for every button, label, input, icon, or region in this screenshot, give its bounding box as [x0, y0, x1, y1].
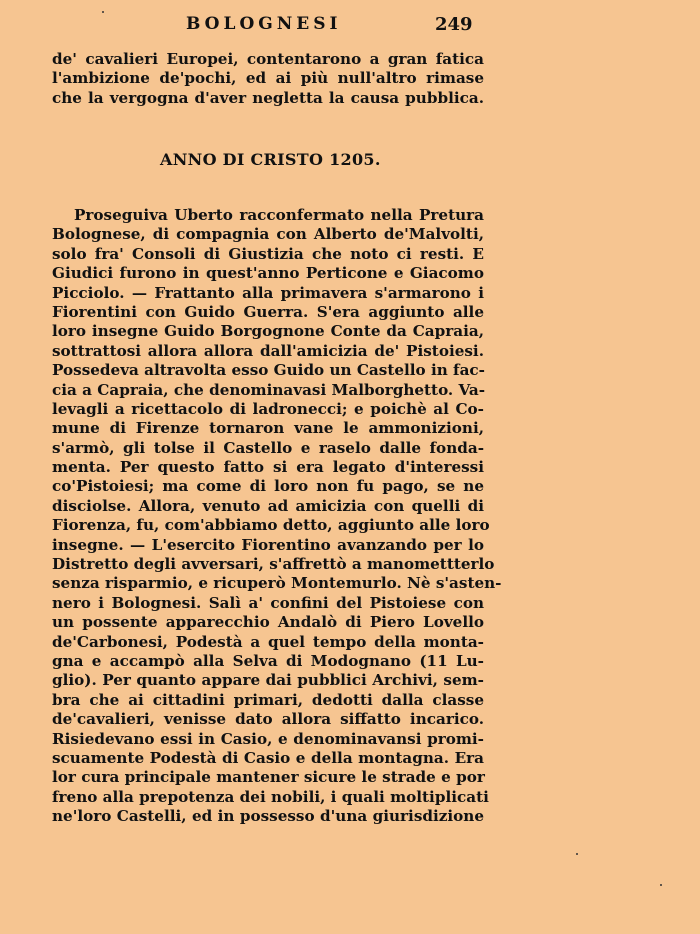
- text-line: menta. Per questo fatto si era legato d'interessi: [52, 458, 484, 477]
- running-head: [0, 14, 700, 40]
- text-line: de' cavalieri Europei, contentarono a gran fatica: [52, 50, 484, 68]
- text-line: Picciolo. — Frattanto alla primavera s'armarono i: [52, 283, 484, 302]
- ink-speck: [576, 853, 578, 855]
- text-line: Fiorentini con Guido Guerra. S'era aggiunto alle: [52, 302, 484, 321]
- text-line: Fiorenza, fu, com'abbiamo detto, aggiunto alle loro: [52, 516, 490, 535]
- page-number: 249: [435, 14, 473, 35]
- text-line: Possedeva altravolta esso Guido un Castello in fac-: [52, 361, 485, 380]
- running-title: BOLOGNESI: [186, 14, 342, 34]
- text-line: Risiedevano essi in Casio, e denominavansi promi-: [52, 729, 484, 748]
- text-line: lor cura principale mantener sicure le strade e por: [52, 768, 485, 787]
- main-paragraph: [52, 206, 502, 827]
- text-line: s'armò, gli tolse il Castello e raselo dalle fonda-: [52, 438, 484, 457]
- text-line: che la vergogna d'aver negletta la causa pubblica.: [52, 88, 484, 107]
- text-line: scuamente Podestà di Casio e della montagna. Era: [52, 748, 484, 767]
- text-line: bra che ai cittadini primari, dedotti dalla classe: [52, 690, 484, 709]
- text-line: levagli a ricettacolo di ladronecci; e poichè al Co-: [52, 399, 484, 418]
- text-line: sottrattosi allora allora dall'amicizia de' Pistoiesi.: [52, 341, 484, 360]
- text-line: de'cavalieri, venisse dato allora siffatto incarico.: [52, 710, 484, 729]
- text-line: Giudici furono in quest'anno Perticone e Giacomo: [52, 264, 484, 283]
- ink-speck: [102, 11, 104, 13]
- text-line: Distretto degli avversari, s'affrettò a manomettterlo: [52, 555, 495, 574]
- ink-speck: [660, 884, 662, 886]
- text-line: disciolse. Allora, venuto ad amicizia con quelli di: [52, 496, 484, 515]
- text-line: co'Pistoiesi; ma come di loro non fu pago, se ne: [52, 477, 484, 496]
- section-heading: ANNO DI CRISTO 1205.: [160, 150, 381, 169]
- text-line: mune di Firenze tornaron vane le ammonizioni,: [52, 419, 484, 438]
- text-line: de'Carbonesi, Podestà a quel tempo della monta-: [52, 632, 484, 651]
- text-line: freno alla prepotenza dei nobili, i quali moltiplicati: [52, 787, 489, 806]
- text-line: glio). Per quanto appare dai pubblici Archivi, sem-: [52, 671, 484, 690]
- text-line: solo fra' Consoli di Giustizia che noto ci resti. E: [52, 244, 484, 263]
- text-line: senza risparmio, e ricuperò Montemurlo. Nè s'asten-: [52, 574, 502, 593]
- text-line: loro insegne Guido Borgognone Conte da Capraia,: [52, 322, 484, 341]
- text-line: insegne. — L'esercito Fiorentino avanzando per lo: [52, 535, 484, 554]
- text-line: Proseguiva Uberto racconfermato nella Pretura: [74, 206, 484, 224]
- text-line: gna e accampò alla Selva di Modognano (11 Lu-: [52, 651, 484, 670]
- text-line: Bolognese, di compagnia con Alberto de'Malvolti,: [52, 225, 484, 244]
- text-line: un possente apparecchio Andalò di Piero Lovello: [52, 613, 484, 632]
- text-line: nero i Bolognesi. Salì a' confini del Pistoiese con: [52, 593, 484, 612]
- text-line: l'ambizione de'pochi, ed ai più null'altro rimase: [52, 69, 484, 88]
- continuation-paragraph: [52, 50, 484, 108]
- text-line: cia a Capraia, che denominavasi Malborghetto. Va-: [52, 380, 486, 399]
- text-line: ne'loro Castelli, ed in possesso d'una giurisdizione: [52, 807, 484, 826]
